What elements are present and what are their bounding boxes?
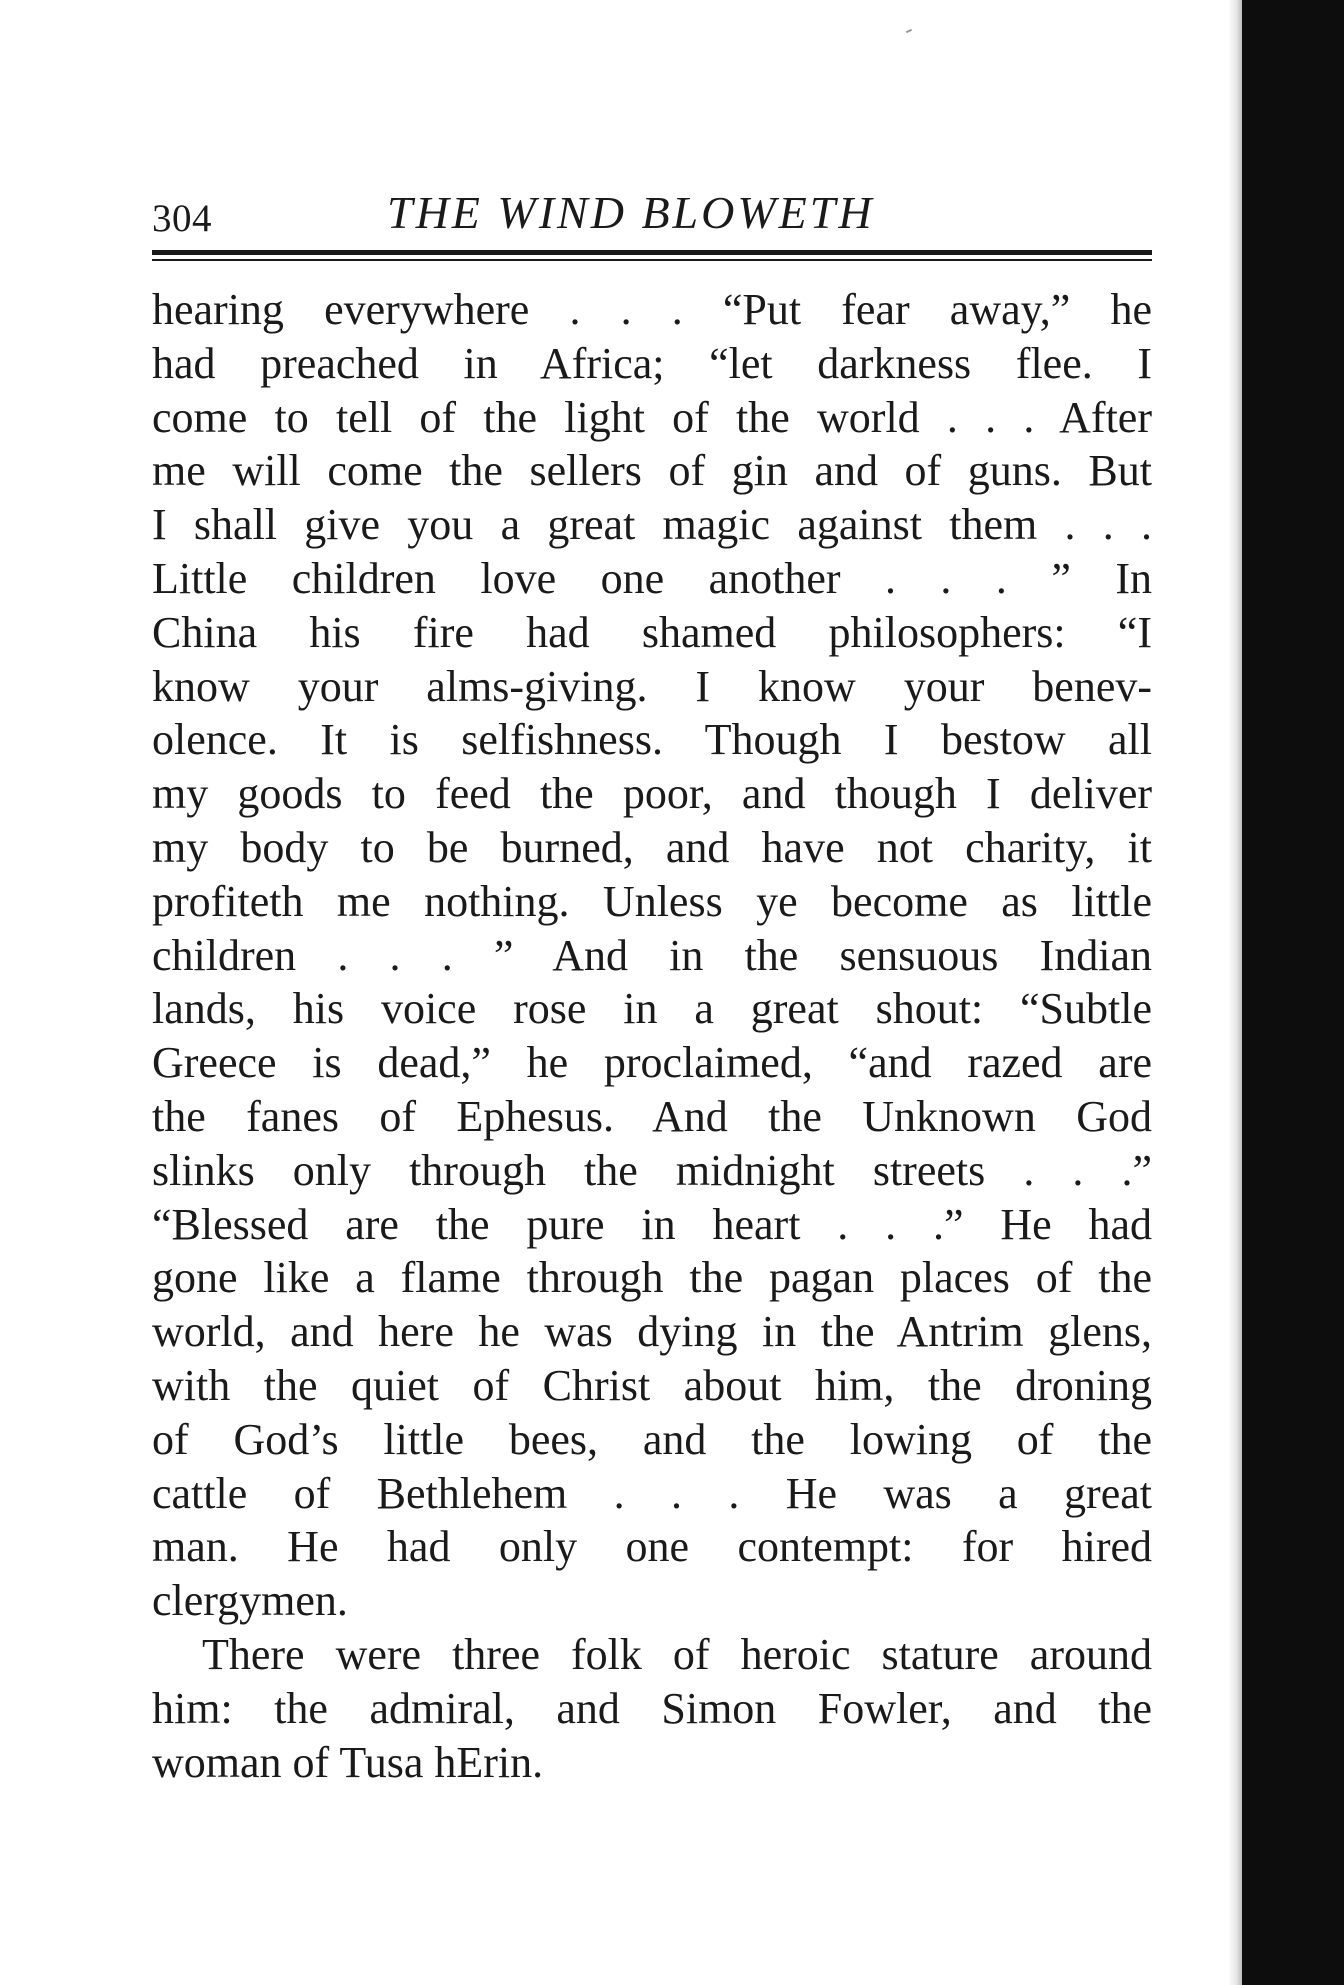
text-line: man. He had only one contempt: for hired bbox=[152, 1522, 1152, 1572]
text-line: world, and here he was dying in the Antrim glens, bbox=[152, 1307, 1152, 1357]
text-line: of God’s little bees, and the lowing of the bbox=[152, 1414, 1152, 1464]
scan-border-strip bbox=[1242, 0, 1344, 1985]
text-line: hearing everywhere . . . “Put fear away,” he bbox=[152, 285, 1152, 334]
text-line: with the quiet of Christ about him, the droning bbox=[152, 1360, 1152, 1410]
text-line: I shall give you a great magic against them . . . bbox=[152, 500, 1152, 550]
running-head bbox=[152, 186, 1152, 242]
text-line: had preached in Africa; “let darkness flee. I bbox=[152, 338, 1152, 388]
text-line: profiteth me nothing. Unless ye become as little bbox=[152, 876, 1152, 926]
body-text bbox=[152, 283, 1152, 1789]
page-number: 304 bbox=[152, 197, 212, 240]
text-line: my goods to feed the poor, and though I deliver bbox=[152, 769, 1152, 819]
text-line: Greece is dead,” he proclaimed, “and razed are bbox=[152, 1038, 1152, 1088]
header-rule-thin bbox=[152, 259, 1152, 261]
text-line: the fanes of Ephesus. And the Unknown God bbox=[152, 1091, 1152, 1141]
text-line: China his fire had shamed philosophers: “I bbox=[152, 607, 1152, 657]
text-line: slinks only through the midnight streets . . .” bbox=[152, 1145, 1152, 1195]
page-edge-shadow bbox=[1228, 0, 1242, 1985]
text-line: me will come the sellers of gin and of guns. But bbox=[152, 446, 1152, 496]
text-line: cattle of Bethlehem . . . He was a great bbox=[152, 1468, 1152, 1518]
text-line: come to tell of the light of the world . . . After bbox=[152, 392, 1152, 442]
text-line: him: the admiral, and Simon Fowler, and the bbox=[152, 1683, 1152, 1733]
text-line: Little children love one another . . . ” In bbox=[152, 553, 1152, 603]
text-line: gone like a flame through the pagan places of the bbox=[152, 1253, 1152, 1303]
text-line-paragraph-end: clergymen. bbox=[152, 1576, 348, 1626]
text-line-paragraph-start: There were three folk of heroic stature around bbox=[202, 1629, 1152, 1679]
text-line: know your alms-giving. I know your benev- bbox=[152, 661, 1152, 711]
text-line: “Blessed are the pure in heart . . .” He had bbox=[152, 1199, 1152, 1249]
running-title: THE WIND BLOWETH bbox=[387, 187, 875, 238]
text-line: olence. It is selfishness. Though I bestow all bbox=[152, 715, 1152, 765]
text-line: children . . . ” And in the sensuous Indian bbox=[152, 930, 1152, 980]
text-line-paragraph-end: woman of Tusa hErin. bbox=[152, 1737, 544, 1787]
stray-ink-mark bbox=[906, 29, 912, 33]
text-line: lands, his voice rose in a great shout: “Subtle bbox=[152, 984, 1152, 1034]
header-rule-thick bbox=[152, 250, 1152, 255]
text-line: my body to be burned, and have not charity, it bbox=[152, 822, 1152, 872]
